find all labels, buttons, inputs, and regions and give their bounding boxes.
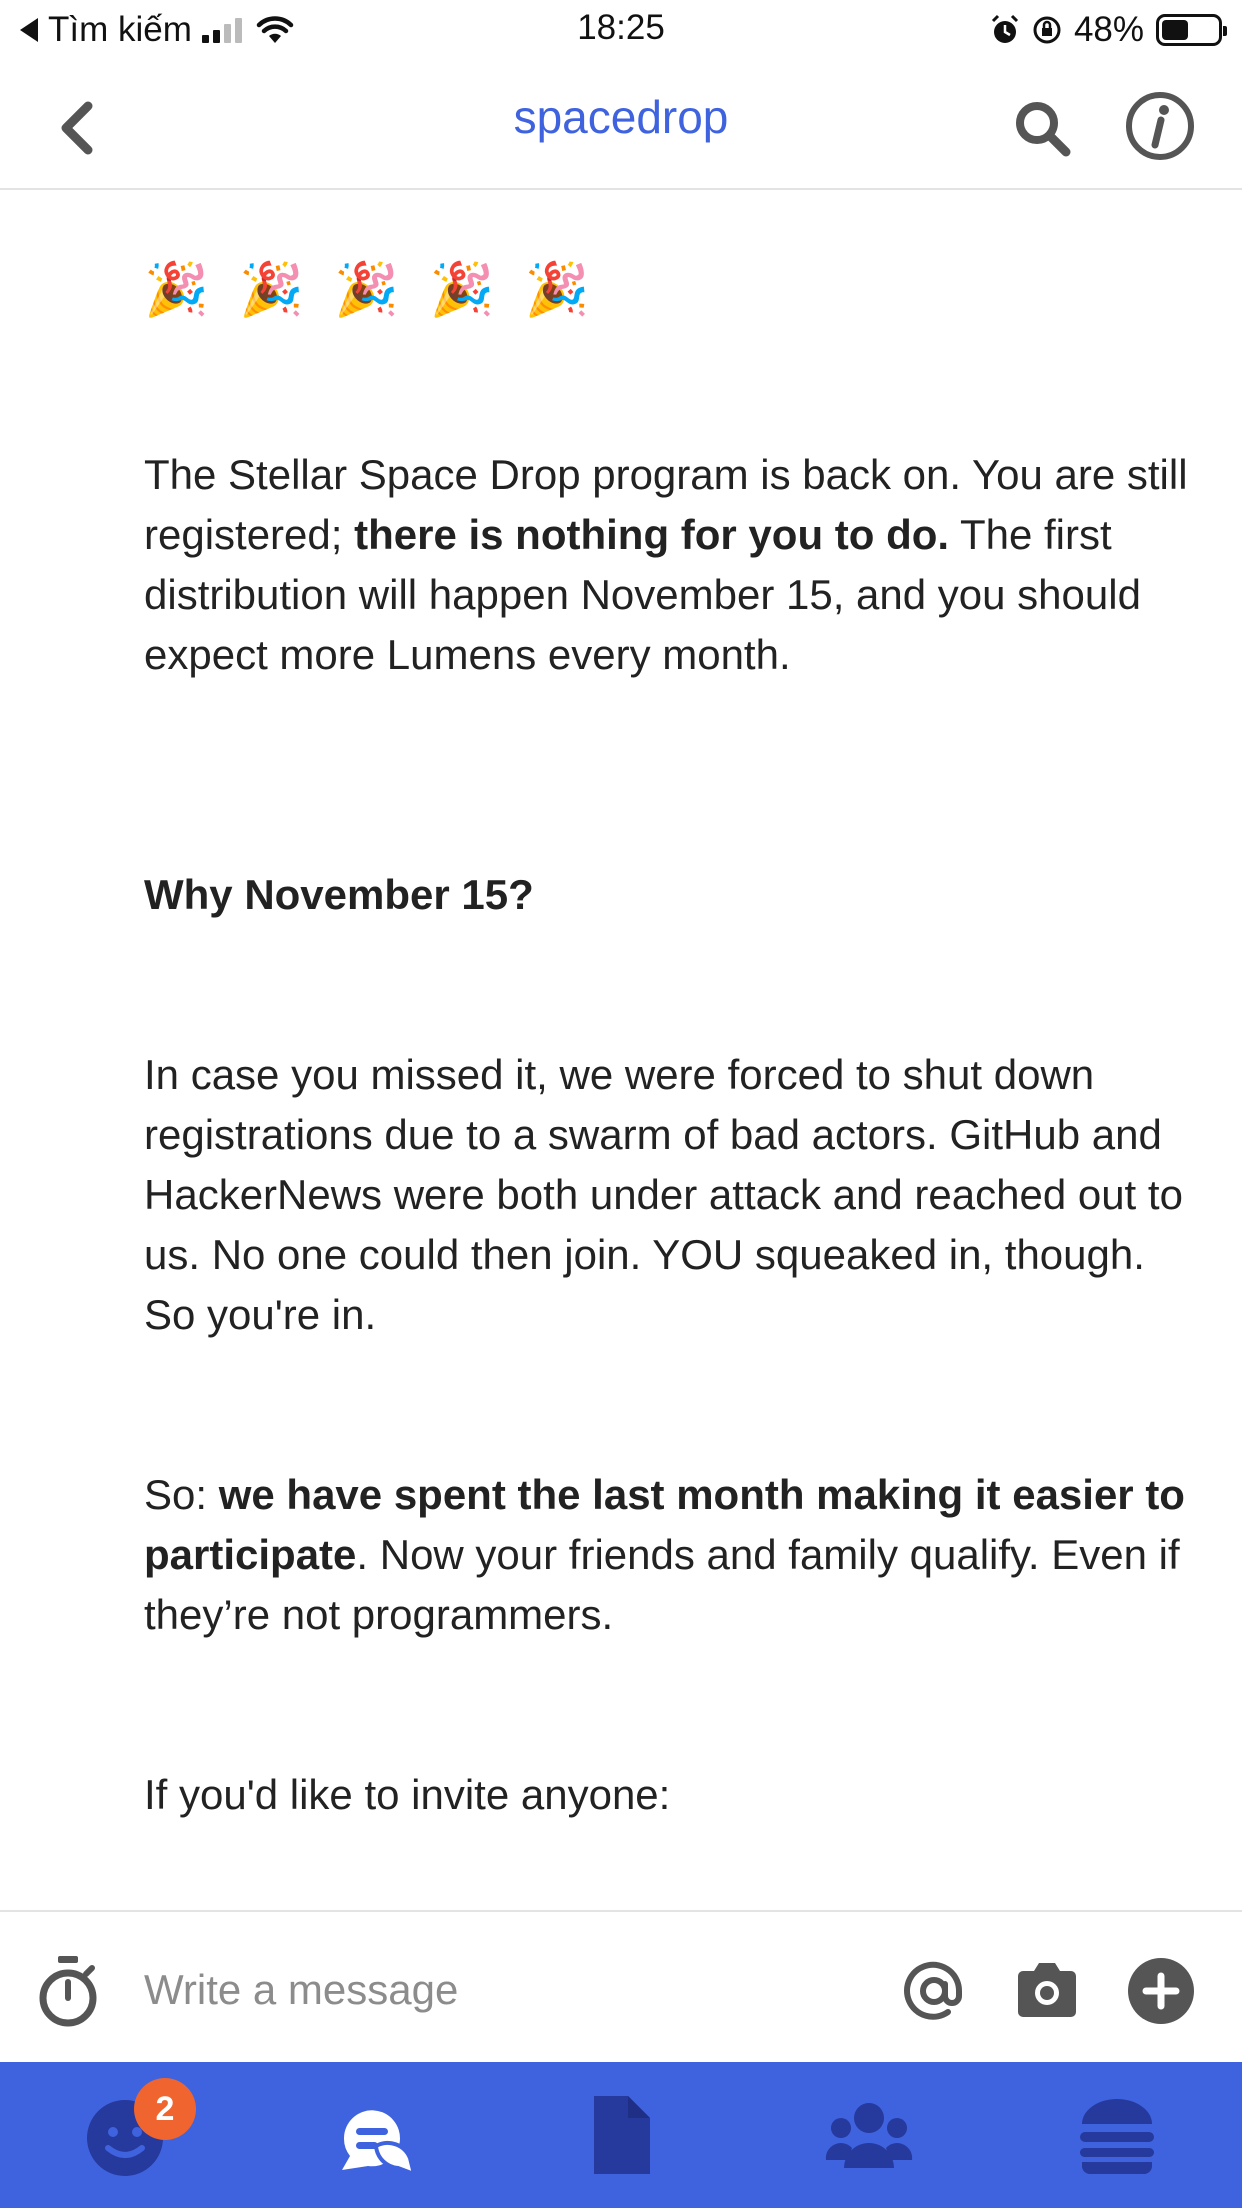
camera-icon[interactable]	[1012, 1954, 1082, 2024]
clock: 18:25	[577, 8, 665, 47]
message-paragraph-invite: If you'd like to invite anyone:	[144, 1771, 671, 1818]
notification-badge: 2	[134, 2078, 196, 2140]
orientation-lock-icon	[1032, 15, 1062, 45]
message-paragraph-intro	[144, 445, 1204, 685]
battery-fill	[1162, 20, 1188, 40]
status-bar	[0, 0, 1242, 60]
status-right	[990, 8, 1222, 52]
intro-text-bold: there is nothing for you to do.	[354, 511, 950, 558]
message-paragraph-update	[144, 1465, 1204, 1645]
menu-tab-icon[interactable]	[1072, 2090, 1162, 2180]
intro-text-end: The first distribution will happen November 15, and you should expect more Lumens every month.	[144, 511, 1141, 678]
intro-text-start: The Stellar Space Drop program is back on. You are still registered;	[144, 451, 1188, 558]
teams-tab-icon[interactable]	[824, 2090, 914, 2180]
carrier-label: Tìm kiếm	[48, 10, 192, 49]
message-paragraph-explanation: In case you missed it, we were forced to shut down registrations due to a swarm of bad actors. GitHub and HackerNews were both under attack and reached out to us. No one could then join. YOU squeaked in, though. So you're in.	[144, 1051, 1183, 1338]
conversation-title[interactable]: spacedrop	[513, 91, 729, 143]
info-icon[interactable]	[1124, 90, 1196, 162]
message-composer	[0, 1910, 1242, 2062]
update-text-start: So:	[144, 1471, 219, 1518]
bottom-tab-bar	[0, 2062, 1242, 2208]
chat-tab-icon[interactable]	[328, 2090, 418, 2180]
add-attachment-icon[interactable]	[1126, 1956, 1196, 2026]
update-text-bold: we have spent the last month making it easier to participate	[144, 1471, 1185, 1578]
mention-icon[interactable]	[898, 1956, 968, 2026]
battery-percent: 48%	[1073, 10, 1144, 49]
conversation-header	[0, 60, 1242, 190]
alarm-icon	[990, 14, 1020, 46]
party-popper-emoji-row: 🎉 🎉 🎉 🎉 🎉	[144, 261, 598, 319]
files-tab-icon[interactable]	[576, 2090, 666, 2180]
search-icon[interactable]	[1010, 96, 1074, 160]
timer-icon[interactable]	[36, 1954, 100, 2030]
battery-icon	[1156, 14, 1222, 46]
update-text-end: . Now your friends and family qualify. Even if they’re not programmers.	[144, 1531, 1180, 1638]
message-input[interactable]: Write a message	[144, 1966, 459, 2013]
message-heading: Why November 15?	[144, 871, 534, 918]
